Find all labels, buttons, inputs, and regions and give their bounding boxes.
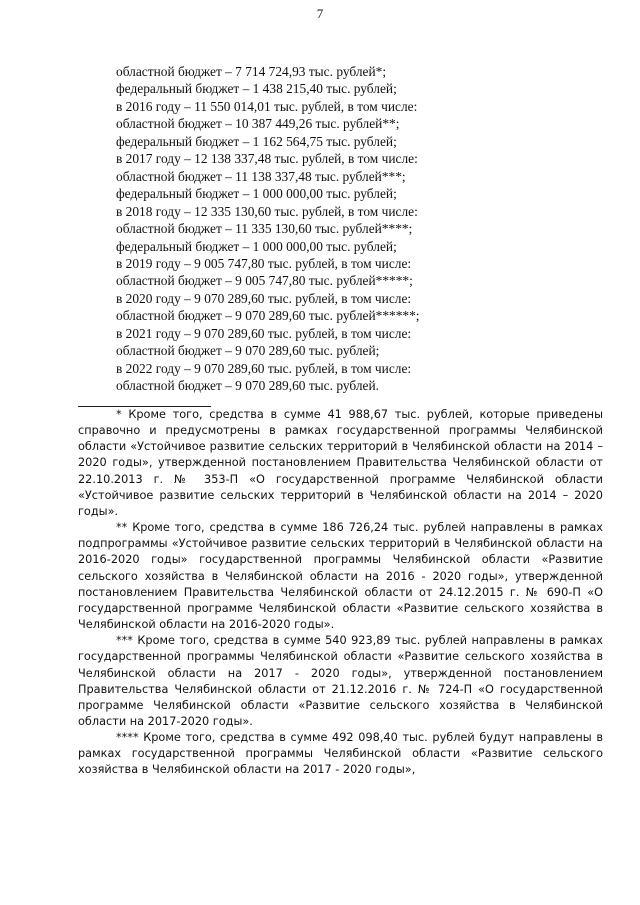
- budget-line: в 2018 году – 12 335 130,60 тыс. рублей, в том числе:: [116, 203, 418, 219]
- budget-line: областной бюджет – 9 005 747,80 тыс. рублей*****;: [116, 273, 413, 289]
- budget-line: федеральный бюджет – 1 438 215,40 тыс. рублей;: [116, 81, 397, 97]
- budget-line: в 2022 году – 9 070 289,60 тыс. рублей, в том числе:: [116, 360, 412, 376]
- budget-line: в 2019 году – 9 005 747,80 тыс. рублей, в том числе:: [116, 255, 412, 271]
- footnote: ** Кроме того, средства в сумме 186 726,24 тыс. рублей направлены в рамках подпрограммы «Устойчивое развитие сельских территорий в Челябинской области на 2016-2020 годы» государственной программы Челябинской области «Развитие сельского хозяйства в Челябинской области на 2016 - 2020 годы», утвержденной постановлением Правительства Челябинской области от 24.12.2015 г. № 690-П «О государственной программе Челябинской области «Развитие сельского хозяйства в Челябинской области на 2016-2020 годы».: [78, 521, 603, 632]
- budget-line: в 2016 году – 11 550 014,01 тыс. рублей, в том числе:: [116, 98, 418, 114]
- budget-line: областной бюджет – 7 714 724,93 тыс. рублей*;: [116, 64, 387, 79]
- budget-line: федеральный бюджет – 1 162 564,75 тыс. рублей;: [116, 133, 397, 149]
- budget-line: федеральный бюджет – 1 000 000,00 тыс. рублей;: [116, 186, 397, 202]
- footnote: **** Кроме того, средства в сумме 492 098,40 тыс. рублей будут направлены в рамках государственной программы Челябинской области «Развитие сельского хозяйства в Челябинской области на 2017 - 2020 годы»,: [78, 731, 603, 777]
- footnote: *** Кроме того, средства в сумме 540 923,89 тыс. рублей направлены в рамках государственной программы Челябинской области «Развитие сельского хозяйства в Челябинской области на 2017 - 2020 годы», утвержденной постановлением Правительства Челябинской области от 21.12.2016 г. № 724-П «О государственной программе Челябинской области «Развитие сельского хозяйства в Челябинской области на 2017-2020 годы».: [78, 634, 603, 728]
- budget-line: в 2017 году – 12 138 337,48 тыс. рублей, в том числе:: [116, 151, 418, 167]
- budget-line: областной бюджет – 11 138 337,48 тыс. рублей***;: [116, 168, 406, 184]
- budget-line: областной бюджет – 9 070 289,60 тыс. рублей******;: [116, 308, 420, 324]
- budget-breakdown: [116, 63, 586, 395]
- budget-line: областной бюджет – 11 335 130,60 тыс. рублей****;: [116, 221, 413, 237]
- budget-line: в 2020 году – 9 070 289,60 тыс. рублей, в том числе:: [116, 290, 412, 306]
- footnote: * Кроме того, средства в сумме 41 988,67 тыс. рублей, которые приведены справочно и предусмотрены в рамках государственной программы Челябинской области «Устойчивое развитие сельских территорий в Челябинской области на 2014 – 2020 годы», утвержденной постановлением Правительства Челябинской области от 22.10.2013 г. № 353-П «О государственной программе Челябинской области «Устойчивое развитие сельских территорий в Челябинской области на 2014 – 2020 годы».: [78, 408, 603, 518]
- footnotes: [78, 407, 603, 779]
- budget-line: федеральный бюджет – 1 000 000,00 тыс. рублей;: [116, 238, 397, 254]
- budget-line: областной бюджет – 9 070 289,60 тыс. рублей;: [116, 343, 380, 359]
- page-number: 7: [316, 6, 324, 21]
- budget-line: в 2021 году – 9 070 289,60 тыс. рублей, в том числе:: [116, 325, 412, 341]
- budget-line: областной бюджет – 9 070 289,60 тыс. рублей.: [116, 378, 379, 394]
- budget-line: областной бюджет – 10 387 449,26 тыс. рублей**;: [116, 116, 400, 132]
